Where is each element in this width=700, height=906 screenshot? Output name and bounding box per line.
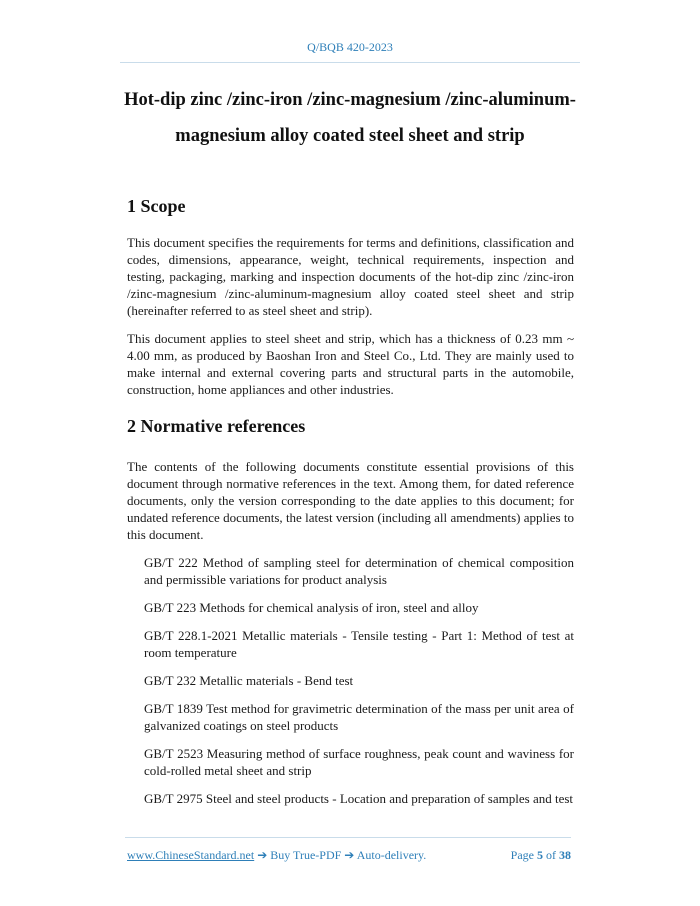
reference-item: GB/T 223 Methods for chemical analysis of iron, steel and alloy <box>144 600 479 615</box>
current-page-number: 5 <box>537 848 543 862</box>
page-footer <box>127 848 571 863</box>
header-divider <box>120 62 580 63</box>
section-heading-normative-references: 2 Normative references <box>127 416 306 436</box>
page-label: Page <box>510 848 534 862</box>
arrow-right-icon: ➔ <box>344 848 355 862</box>
title-line-2: magnesium alloy coated steel sheet and strip <box>175 126 525 146</box>
arrow-right-icon: ➔ <box>257 848 268 862</box>
auto-delivery-text: Auto-delivery. <box>356 848 427 862</box>
document-title <box>110 82 590 154</box>
reference-item: GB/T 232 Metallic materials - Bend test <box>144 673 354 688</box>
reference-item: GB/T 228.1-2021 Metallic materials - Tensile testing - Part 1: Method of test at room temperature <box>144 628 574 660</box>
chinesestandard-link[interactable]: www.ChineseStandard.net <box>127 848 255 862</box>
total-pages-number: 38 <box>559 848 571 862</box>
document-code-header: Q/BQB 420-2023 <box>307 40 393 54</box>
scope-paragraph-2 <box>127 330 574 398</box>
footer-left <box>127 848 426 863</box>
reference-item: GB/T 2523 Measuring method of surface roughness, peak count and waviness for cold-rolled metal sheet and strip <box>144 746 574 778</box>
reference-item: GB/T 1839 Test method for gravimetric determination of the mass per unit area of galvanized coatings on steel products <box>144 701 574 733</box>
reference-list <box>144 554 574 818</box>
reference-item: GB/T 2975 Steel and steel products - Location and preparation of samples and test <box>144 791 574 806</box>
footer-divider <box>125 837 571 838</box>
reference-item: GB/T 222 Method of sampling steel for determination of chemical composition and permissible variations for product analysis <box>144 555 574 587</box>
section-heading-scope: 1 Scope <box>127 196 186 216</box>
of-label: of <box>546 848 556 862</box>
page-number <box>511 848 571 863</box>
paragraph: This document specifies the requirements for terms and definitions, classification and codes, dimensions, appearance, weight, technical requirements, inspection and testing, packaging, marking and inspection documents of the hot-dip zinc /zinc-iron /zinc-magnesium /zinc-aluminum-magnesium alloy coated steel sheet and strip (hereinafter referred to as steel sheet and strip). <box>127 235 574 318</box>
scope-paragraph-1 <box>127 234 574 319</box>
title-line-1: Hot-dip zinc /zinc-iron /zinc-magnesium /zinc-aluminum- <box>124 90 576 110</box>
buy-true-pdf-text: Buy True-PDF <box>270 848 342 862</box>
normative-intro-paragraph <box>127 458 574 543</box>
paragraph: This document applies to steel sheet and strip, which has a thickness of 0.23 mm ~ 4.00 mm, as produced by Baoshan Iron and Steel Co., Ltd. They are mainly used to make internal and external covering parts and structural parts in the automobile, construction, home appliances and other industries. <box>127 331 574 397</box>
paragraph: The contents of the following documents constitute essential provisions of this document through normative references in the text. Among them, for dated reference documents, only the version corresponding to the date applies to this document; for undated reference documents, the latest version (including all amendments) applies to this document. <box>127 459 574 542</box>
